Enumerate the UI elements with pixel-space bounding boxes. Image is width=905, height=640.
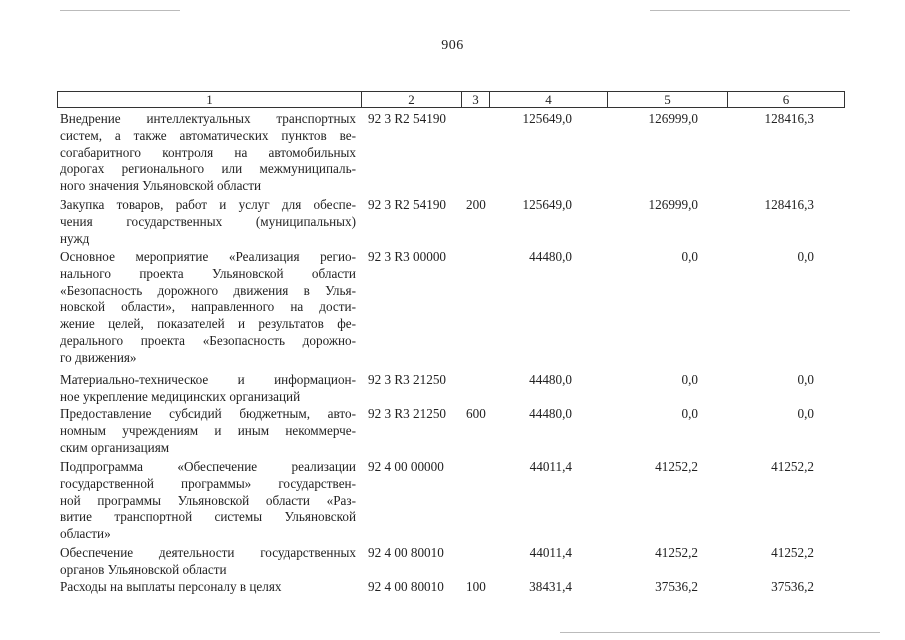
row-type: 600 [466, 406, 486, 421]
row-value-6: 0,0 [797, 249, 814, 264]
header-col-5: 5 [608, 92, 728, 107]
row-name [60, 579, 356, 596]
row-name-line: Обеспечение деятельности государственных [60, 545, 356, 560]
scan-artifact [560, 632, 880, 633]
row-name-line: дерального проекта «Безопасность дорожно- [60, 332, 356, 348]
row-name [60, 545, 356, 579]
row-code: 92 3 R2 54190 [368, 197, 447, 212]
row-value-5: 37536,2 [655, 579, 698, 594]
row-name-line: нужд [60, 230, 90, 246]
header-col-1: 1 [58, 92, 362, 107]
row-name-line: согабаритного контроля на автомобильных [60, 144, 356, 160]
row-value-5: 0,0 [681, 406, 698, 421]
scan-artifact [650, 10, 850, 11]
row-name-line: го движения» [60, 349, 137, 365]
row-name [60, 197, 356, 247]
row-name-line: органов Ульяновской области [60, 561, 227, 577]
row-value-5: 41252,2 [655, 545, 698, 560]
row-value-6: 37536,2 [771, 579, 814, 594]
row-code: 92 3 R3 00000 [368, 249, 447, 264]
row-value-6: 0,0 [797, 406, 814, 421]
row-code: 92 3 R3 21250 [368, 372, 447, 387]
row-name-line: Основное мероприятие «Реализация регио- [60, 249, 356, 264]
row-name-line: Закупка товаров, работ и услуг для обеспе- [60, 197, 356, 212]
header-col-3: 3 [462, 92, 490, 107]
row-code: 92 3 R3 21250 [368, 406, 447, 421]
row-name [60, 372, 356, 406]
row-name [60, 249, 356, 367]
row-name-line: систем, а также автоматических пунктов ве- [60, 127, 356, 143]
row-name-line: ной программы Ульяновской области «Раз- [60, 492, 356, 508]
row-name [60, 459, 356, 543]
row-name-line: чения государственных (муниципальных) [60, 213, 356, 229]
row-value-4: 44480,0 [529, 249, 572, 264]
row-name-line: области» [60, 526, 111, 542]
row-value-4: 38431,4 [529, 579, 572, 594]
row-value-6: 41252,2 [771, 459, 814, 474]
row-name-line: Материально-техническое и информацион- [60, 372, 356, 387]
row-name-line: новской области», направленного на дости- [60, 299, 356, 315]
page-number: 906 [441, 38, 464, 53]
row-code: 92 4 00 80010 [368, 579, 444, 594]
row-value-6: 128416,3 [764, 111, 814, 126]
row-name [60, 111, 356, 195]
row-name [60, 406, 356, 456]
row-name-line: ное укрепление медицинских организаций [60, 388, 301, 404]
table-header-row [57, 91, 845, 108]
row-name-line: Предоставление субсидий бюджетным, авто- [60, 406, 356, 421]
row-value-4: 44480,0 [529, 406, 572, 421]
row-name-line: нального проекта Ульяновской области [60, 265, 356, 281]
row-value-4: 44480,0 [529, 372, 572, 387]
row-value-6: 0,0 [797, 372, 814, 387]
row-value-4: 44011,4 [529, 459, 572, 474]
row-value-6: 128416,3 [764, 197, 814, 212]
row-value-4: 44011,4 [529, 545, 572, 560]
row-value-5: 126999,0 [648, 111, 698, 126]
row-name-line: государственной программы» государствен- [60, 475, 356, 491]
row-value-4: 125649,0 [522, 111, 572, 126]
header-col-4: 4 [490, 92, 608, 107]
header-col-2: 2 [362, 92, 462, 107]
row-type: 100 [466, 579, 486, 594]
row-value-5: 0,0 [681, 249, 698, 264]
row-name-line: Внедрение интеллектуальных транспортных [60, 111, 356, 126]
row-name-line: Подпрограмма «Обеспечение реализации [60, 459, 356, 474]
row-code: 92 4 00 00000 [368, 459, 444, 474]
row-code: 92 4 00 80010 [368, 545, 444, 560]
row-name-line: Расходы на выплаты персоналу в целях [60, 579, 282, 594]
row-code: 92 3 R2 54190 [368, 111, 447, 126]
header-col-6: 6 [782, 92, 790, 107]
row-name-line: жение целей, показателей и результатов фе- [60, 316, 356, 332]
row-value-5: 41252,2 [655, 459, 698, 474]
row-type: 200 [466, 197, 486, 212]
scan-artifact [60, 10, 180, 11]
row-name-line: «Безопасность дорожного движения в Улья- [60, 282, 356, 298]
row-name-line: ного значения Ульяновской области [60, 178, 262, 194]
row-value-6: 41252,2 [771, 545, 814, 560]
row-name-line: дорогах регионального или межмуниципаль- [60, 161, 356, 177]
row-name-line: номным учреждениям и иным некоммерче- [60, 422, 356, 438]
row-value-4: 125649,0 [522, 197, 572, 212]
row-name-line: ским организациям [60, 439, 170, 455]
row-name-line: витие транспортной системы Ульяновской [60, 509, 356, 525]
row-value-5: 126999,0 [648, 197, 698, 212]
row-value-5: 0,0 [681, 372, 698, 387]
